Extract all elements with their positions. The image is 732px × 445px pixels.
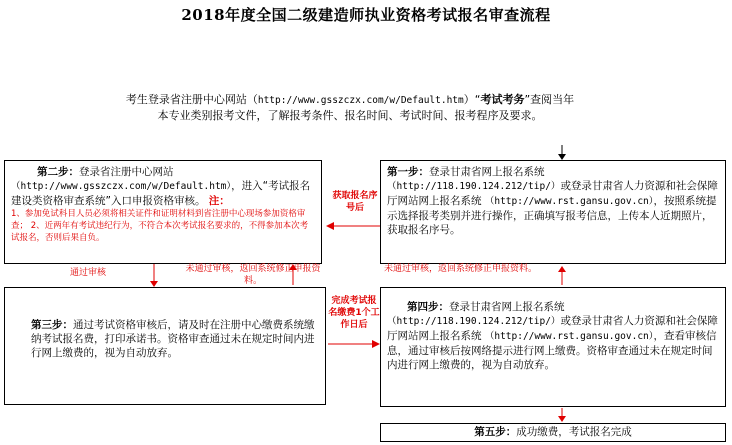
intro-line-1: 考生登录省注册中心网站（http://www.gsszczx.com/w/Default.htm）“考试考务”查阅当年 [125, 93, 575, 106]
arrowhead-step4-to-step5 [558, 416, 566, 422]
step3-box: 第三步：通过考试资格审核后，请及时在注册中心缴费系统缴纳考试报名费，打印承诺书。资格审查通过未在规定时间内进行网上缴费的，视为自动放弃。 [4, 287, 326, 405]
step2-heading: 第二步： [37, 166, 79, 178]
step5-box: 第五步：成功缴费，考试报名完成 [380, 423, 726, 442]
step5-heading: 第五步： [474, 426, 517, 438]
step2-url: （http://www.gsszczx.com/w/Default.htm） [11, 181, 232, 192]
step4-box: 第四步：登录甘肃省网上报名系统 （http://118.190.124.212/tip/）或登录甘肃省人力资源和社会保障厅网站网上报名系统 （http://www.rst.gansu.gov.cn），查看审核信息，通过审核后按网络提示进行网上缴费。资格审查通过未在规定时间内进行网上缴费的，视为自动放弃。 [380, 287, 726, 407]
label-fail-review-right: 未通过审核，返回系统修正申报资料。 [384, 264, 538, 274]
step4-url-2: （http://www.rst.gansu.gov.cn） [484, 331, 654, 342]
step4-url-1: （http://118.190.124.212/tip/） [387, 316, 561, 327]
label-fail-review-left: 未通过审核，返回系统修正申报资料。 [185, 264, 321, 286]
arrowhead-step1-to-step2 [326, 222, 334, 230]
intro-bold: 考试考务 [480, 93, 525, 106]
step1-box: 第一步：登录甘肃省网上报名系统 （http://118.190.124.212/tip/）或登录甘肃省人力资源和社会保障厅网站网上报名系统 （http://www.rst.gansu.gov.cn），按照系统提示选择报考类别并进行操作，正确填写报考信息，上传本人近期照片，获取报名序号。 [380, 160, 726, 264]
step2-note-label: 注： [208, 195, 230, 207]
intro-url: http://www.gsszczx.com/w/Default.htm [257, 95, 464, 106]
step1-heading: 第一步： [387, 166, 429, 178]
step2-notes: 1、参加免试科目人员必须将相关证件和证明材料到省注册中心现场参加资格审查； 2、近两年有考试违纪行为，不符合本次考试报名要求的，不得参加本次考试报名，否则后果自负。 [11, 209, 309, 243]
intro-line-2: 本专业类别报考文件，了解报考条件、报名时间、考试时间、报考程序及要求。 [157, 109, 543, 122]
step4-heading: 第四步： [407, 301, 449, 313]
label-complete-payment: 完成考试报名缴费1个工作日后 [328, 296, 380, 330]
arrowhead-step3-to-step4 [372, 340, 380, 348]
label-pass-review: 通过审核 [70, 268, 107, 278]
step1-url-1: （http://118.190.124.212/tip/） [387, 181, 561, 192]
step2-box: 第二步：登录省注册中心网站 （http://www.gsszczx.com/w/Default.htm），进入“考试报名建设类资格审查系统”入口申报资格审核。 注： 1、参加免试科目人员必须将相关证件和证明材料到省注册中心现场参加资格审查； 2、近两年有考试违纪行为，不符合本次考试报名要求的，不得参加本次考试报名，否则后果自负。 [4, 160, 322, 264]
label-get-serial: 获取报名序号后 [332, 191, 378, 213]
step3-heading: 第三步： [31, 319, 73, 331]
step1-url-2: （http://www.rst.gansu.gov.cn） [484, 196, 654, 207]
page-title: 2018年度全国二级建造师执业资格考试报名审查流程 [181, 6, 551, 24]
